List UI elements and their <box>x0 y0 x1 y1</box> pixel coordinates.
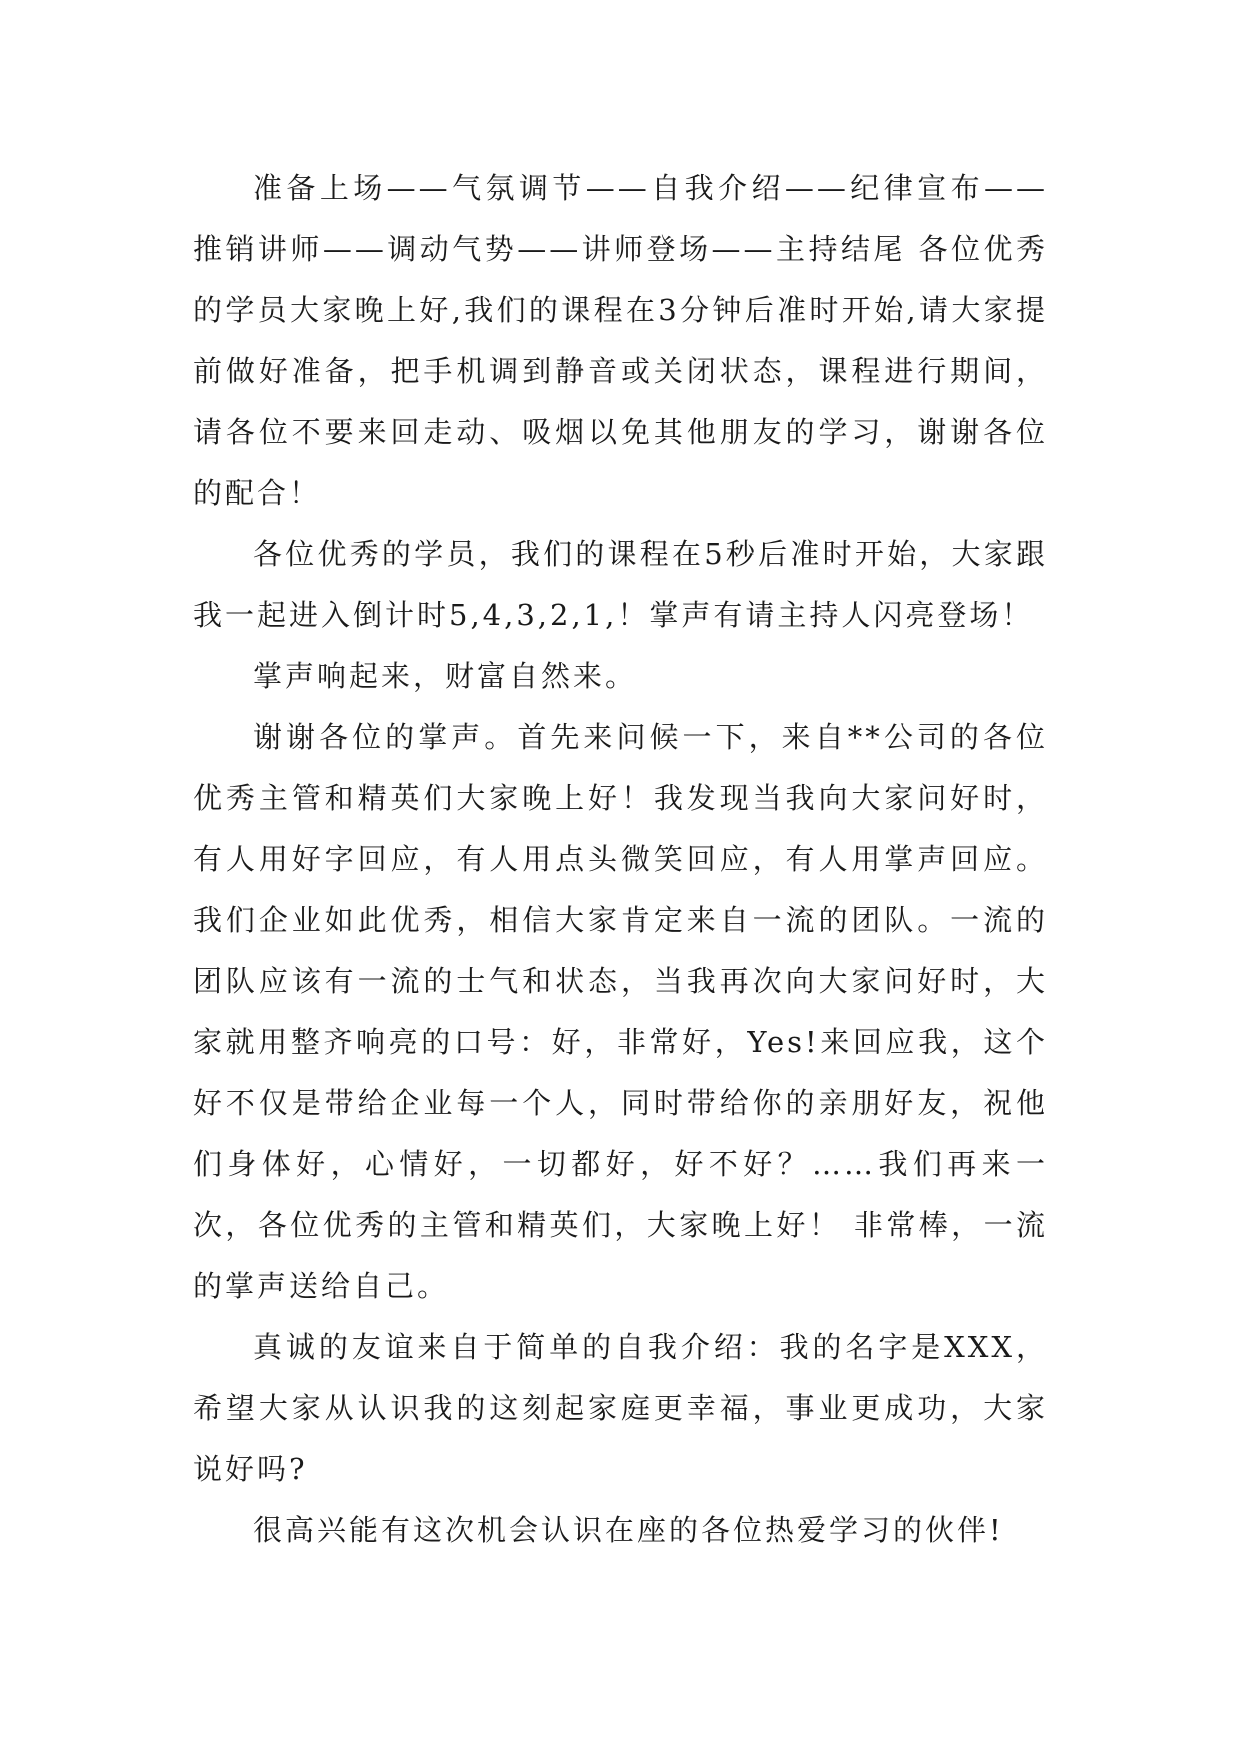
paragraph-countdown: 各位优秀的学员，我们的课程在5秒后准时开始，大家跟我一起进入倒计时5,4,3,2,1,！掌声有请主持人闪亮登场！ <box>193 537 1048 632</box>
paragraph-greeting: 谢谢各位的掌声。首先来问候一下，来自**公司的各位优秀主管和精英们大家晚上好！我发现当我向大家问好时，有人用好字回应，有人用点头微笑回应，有人用掌声回应。我们企业如此优秀，相信大家肯定来自一流的团队。一流的团队应该有一流的士气和状态，当我再次向大家问好时，大家就用整齐响亮的口号：好，非常好，Yes!来回应我，这个好不仅是带给企业每一个人，同时带给你的亲朋好友，祝他们身体好，心情好，一切都好，好不好？……我们再来一次，各位优秀的主管和精英们，大家晚上好！ 非常棒，一流的掌声送给自己。 <box>193 720 1048 1303</box>
paragraph-closing: 很高兴能有这次机会认识在座的各位热爱学习的伙伴! <box>253 1513 1004 1547</box>
document-body <box>193 158 1048 1561</box>
paragraph-opening: 准备上场——气氛调节——自我介绍——纪律宣布——推销讲师——调动气势——讲师登场——主持结尾 各位优秀的学员大家晚上好,我们的课程在3分钟后准时开始,请大家提前做好准备，把手机调到静音或关闭状态，课程进行期间，请各位不要来回走动、吸烟以免其他朋友的学习，谢谢各位的配合！ <box>193 171 1048 510</box>
paragraph-applause: 掌声响起来，财富自然来。 <box>253 659 638 693</box>
paragraph-self-introduction: 真诚的友谊来自于简单的自我介绍：我的名字是XXX，希望大家从认识我的这刻起家庭更幸福，事业更成功，大家说好吗? <box>193 1330 1048 1486</box>
